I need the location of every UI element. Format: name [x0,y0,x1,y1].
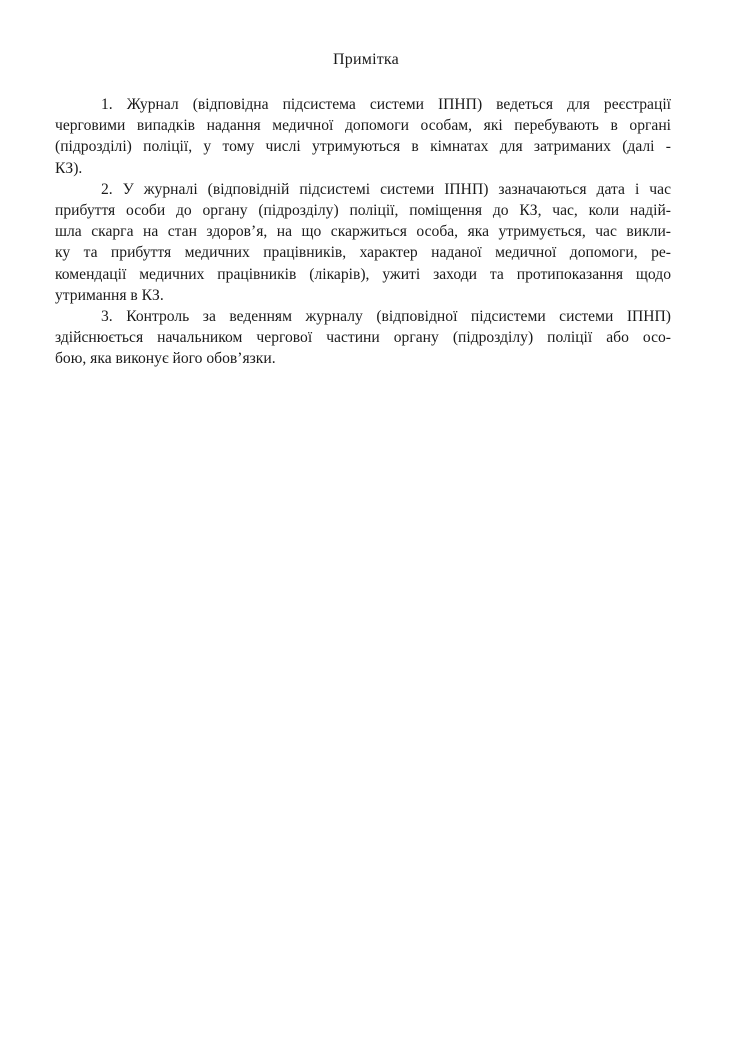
paragraph-3-line-3: бою, яка виконує його обов’язки. [55,350,276,368]
paragraph-2-line-1: 2. У журналі (відповідній підсистемі системи ІПНП) зазначаються дата і час [101,180,671,198]
paragraph-2-line-4: ку та прибуття медичних працівників, характер наданої медичної допомоги, ре- [55,244,671,262]
paragraph-3-line-1: 3. Контроль за веденням журналу (відповідної підсистеми системи ІПНП) [101,308,671,326]
paragraph-2-line-2: прибуття особи до органу (підрозділу) поліції, поміщення до КЗ, час, коли надій- [55,202,671,220]
note-paragraph-1 [55,94,671,179]
paragraph-2-line-6: утримання в КЗ. [55,286,164,304]
paragraph-1-line-1: 1. Журнал (відповідна підсистема системи ІПНП) ведеться для реєстрації [101,96,671,113]
paragraph-2-line-5: комендації медичних працівників (лікарів), ужиті заходи та протипоказання щодо [55,265,671,283]
note-paragraph-2 [55,179,671,306]
paragraph-2-line-3: шла скарга на стан здоров’я, на що скаржиться особа, яка утримується, час викли- [55,223,671,241]
page-title: Примітка [333,51,399,68]
paragraph-1-line-3: (підрозділі) поліції, у тому числі утримуються в кімнатах для затриманих (далі - [55,138,671,156]
paragraph-3-line-2: здійснюється начальником чергової частини органу (підрозділу) поліції або осо- [55,329,671,347]
paragraph-1-line-4: КЗ). [55,159,83,177]
paragraph-1-line-2: черговими випадків надання медичної допомоги особам, які перебувають в органі [55,117,671,135]
note-body [55,94,671,370]
note-paragraph-3 [55,306,671,370]
